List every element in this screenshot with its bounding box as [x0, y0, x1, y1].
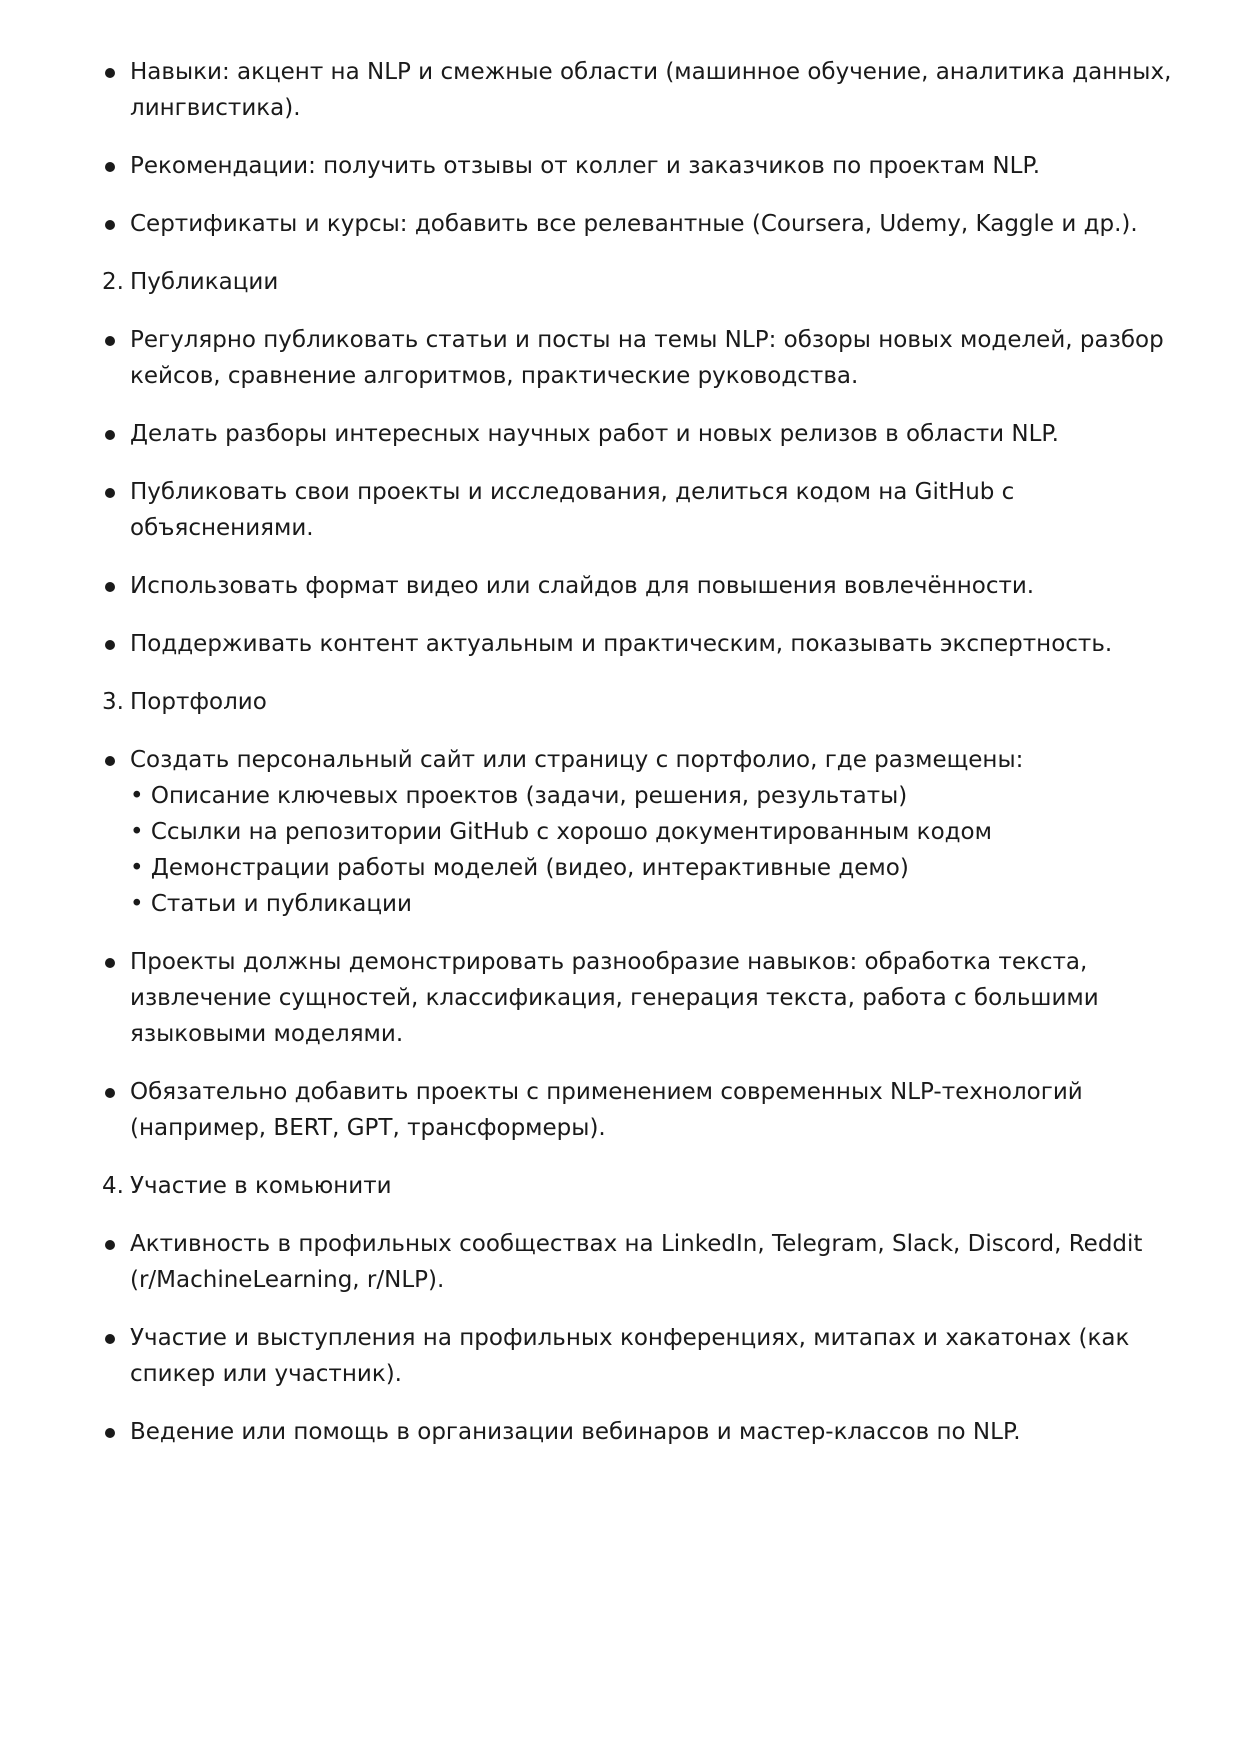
list-item-line: Проекты должны демонстрировать разнообразие навыков: обработка текста,	[130, 949, 1088, 975]
section-title: Портфолио	[130, 689, 267, 715]
list-item-line: спикер или участник).	[130, 1361, 402, 1387]
list-item-line: Активность в профильных сообществах на LinkedIn, Telegram, Slack, Discord, Reddit	[130, 1231, 1143, 1257]
section-title: Участие в комьюнити	[130, 1173, 392, 1199]
list-item-line: лингвистика).	[130, 95, 301, 121]
list-item-line: Использовать формат видео или слайдов для повышения вовлечённости.	[130, 573, 1035, 599]
list-item-line: языковыми моделями.	[130, 1021, 404, 1047]
bullet-dot-icon	[105, 582, 115, 592]
list-item-line: • Ссылки на репозитории GitHub с хорошо документированным кодом	[130, 819, 992, 845]
list-item-line: (r/MachineLearning, r/NLP).	[130, 1267, 445, 1293]
bullet-dot-icon	[105, 1334, 115, 1344]
list-item-line: Создать персональный сайт или страницу с портфолио, где размещены:	[130, 747, 1024, 773]
bullet-dot-icon	[105, 958, 115, 968]
bullet-dot-icon	[105, 68, 115, 78]
list-item-line: Рекомендации: получить отзывы от коллег и заказчиков по проектам NLP.	[130, 153, 1041, 179]
bullet-dot-icon	[105, 162, 115, 172]
list-item-line: Публиковать свои проекты и исследования, делиться кодом на GitHub с	[130, 479, 1015, 505]
bullet-dot-icon	[105, 488, 115, 498]
list-item-line: Делать разборы интересных научных работ и новых релизов в области NLP.	[130, 421, 1059, 447]
list-item-line: Сертификаты и курсы: добавить все релевантные (Coursera, Udemy, Kaggle и др.).	[130, 211, 1138, 237]
bullet-dot-icon	[105, 1428, 115, 1438]
list-item-line: (например, BERT, GPT, трансформеры).	[130, 1115, 606, 1141]
list-item-line: Обязательно добавить проекты с применением современных NLP-технологий	[130, 1079, 1083, 1105]
list-item-line: • Демонстрации работы моделей (видео, интерактивные демо)	[130, 855, 909, 881]
list-item-line: извлечение сущностей, классификация, генерация текста, работа с большими	[130, 985, 1099, 1011]
bullet-dot-icon	[105, 1088, 115, 1098]
list-item-line: Ведение или помощь в организации вебинаров и мастер-классов по NLP.	[130, 1419, 1021, 1445]
bullet-dot-icon	[105, 1240, 115, 1250]
list-item-line: Регулярно публиковать статьи и посты на темы NLP: обзоры новых моделей, разбор	[130, 327, 1164, 353]
bullet-dot-icon	[105, 640, 115, 650]
section-number: 3.	[102, 689, 124, 715]
bullet-dot-icon	[105, 430, 115, 440]
section-title: Публикации	[130, 269, 279, 295]
list-item-line: объяснениями.	[130, 515, 314, 541]
bullet-dot-icon	[105, 336, 115, 346]
list-item-line: • Статьи и публикации	[130, 891, 412, 917]
list-item-line: • Описание ключевых проектов (задачи, решения, результаты)	[130, 783, 908, 809]
bullet-dot-icon	[105, 220, 115, 230]
section-number: 2.	[102, 269, 124, 295]
list-item-line: Поддерживать контент актуальным и практическим, показывать экспертность.	[130, 631, 1113, 657]
section-number: 4.	[102, 1173, 124, 1199]
bullet-dot-icon	[105, 756, 115, 766]
list-item-line: Навыки: акцент на NLP и смежные области (машинное обучение, аналитика данных,	[130, 59, 1172, 85]
list-item-line: Участие и выступления на профильных конференциях, митапах и хакатонах (как	[130, 1325, 1130, 1351]
list-item-line: кейсов, сравнение алгоритмов, практические руководства.	[130, 363, 859, 389]
